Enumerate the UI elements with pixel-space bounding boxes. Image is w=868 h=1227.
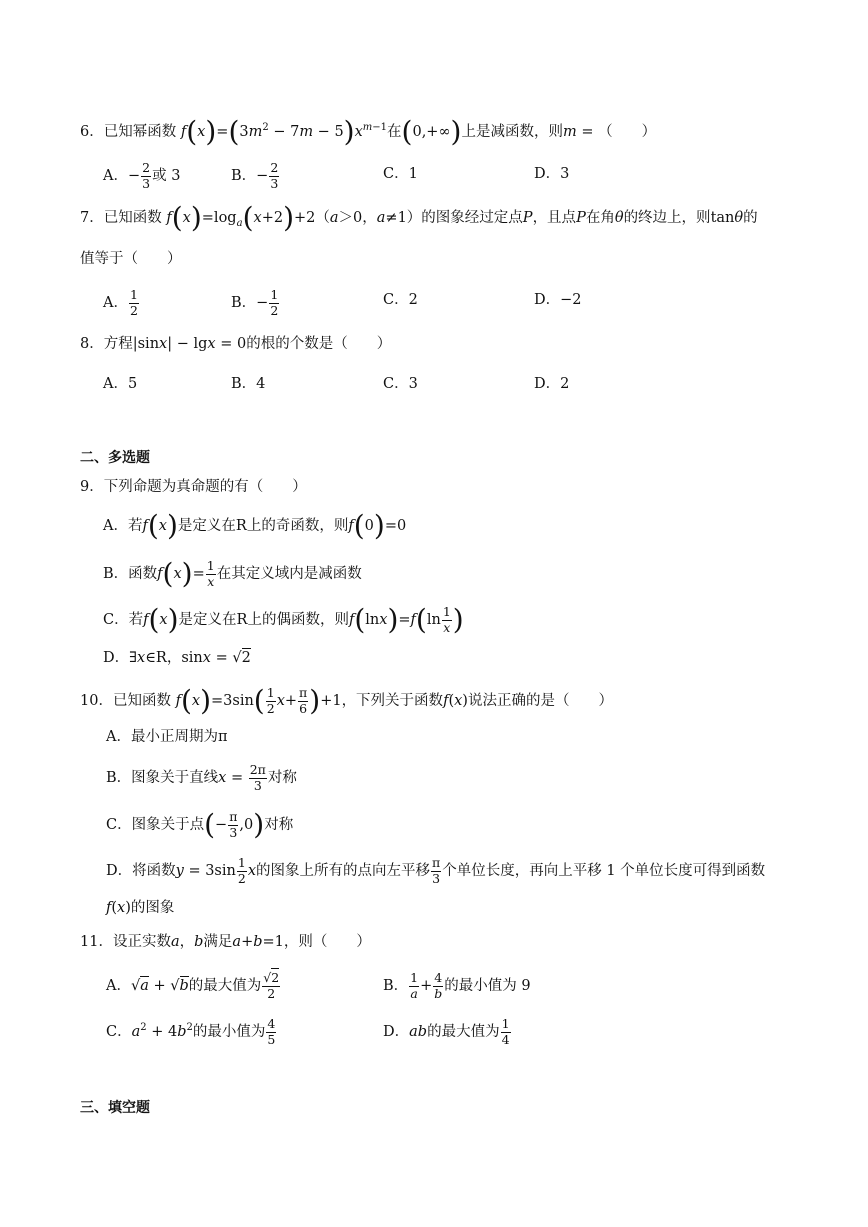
- q10-formula: f(x)=3sin( $\frac{1}{2}$ x+ $\frac{\pi}{6}$ )+1: [175, 684, 342, 717]
- q9-option-a: A．若f(x)是定义在R上的奇函数，则f(0)=0: [103, 509, 407, 542]
- q10-option-d: D．将函数y = 3sin $\frac{1}{2}$ x的图象上所有的点向左平移 $\frac{\pi}{3}$ 个单位长度，再向上平移 1 个单位长度可得到函数: [106, 855, 766, 886]
- q8-option-b: B．4: [231, 376, 266, 392]
- q8-option-c: C．3: [383, 376, 418, 392]
- q7-stem-line2: 值等于（ ）: [80, 251, 182, 267]
- q10-option-c: C．图象关于点(− $\frac{\pi}{3}$ ,0)对称: [106, 808, 294, 841]
- q6-number: 6．: [80, 123, 104, 140]
- q11-stem: 11．设正实数a，b满足a+b=1，则（ ）: [80, 934, 371, 950]
- q10-stem: 10．已知函数 f(x)=3sin( $\frac{1}{2}$ x+ $\frac{\pi}{6}$ )+1，下列关于函数f(x)说法正确的是（ ）: [80, 684, 613, 717]
- q6-interval: (0,+∞): [401, 114, 462, 148]
- q10-number: 10．: [80, 693, 113, 709]
- q10-option-a: A．最小正周期为π: [106, 729, 228, 745]
- q11-option-a: A．√a + √b的最大值为 $\frac{√2}{2}$: [106, 970, 280, 1001]
- q9-stem: 9．下列命题为真命题的有（ ）: [80, 479, 307, 495]
- q11-option-b: B． $\frac{1}{a}$ + $\frac{4}{b}$ 的最小值为 9: [383, 970, 531, 1001]
- q7-stem: 7．已知函数 $f(x)=\log_a(x+2)+2(a>0$，a≠1）的图象经过定点P，且点P在角θ的终边上，则tanθ的: [80, 201, 758, 234]
- q8-stem: 8．方程|sinx| − lgx = 0的根的个数是（ ）: [80, 336, 392, 352]
- q9-number: 9．: [80, 479, 104, 495]
- q11-number: 11．: [80, 934, 113, 950]
- q6-option-b: B．− $\frac{2}{3}$: [231, 160, 279, 191]
- q6-formula: $f(x)=(3m^2 - 7m - 5)x^{m-1}$: [180, 114, 388, 148]
- q9-option-b: B．函数f(x)= $\frac{1}{x}$ 在其定义域内是减函数: [103, 557, 362, 590]
- q8-number: 8．: [80, 336, 104, 352]
- q6-stem: 6．已知幂函数 $f(x)=(3m^2 - 7m - 5)x^{m-1}$在(0,+∞)上是减函数，则m = （ ）: [80, 114, 657, 148]
- q9-option-d: D．∃x∈R，sinx = √2: [103, 650, 251, 666]
- q7-option-d: D．−2: [534, 292, 582, 308]
- q9-option-c: C．若f(x)是定义在R上的偶函数，则f(lnx)=f(ln $\frac{1}{x}$ ): [103, 603, 464, 636]
- q7-number: 7．: [80, 210, 104, 226]
- q7-option-b: B．− $\frac{1}{2}$: [231, 287, 279, 318]
- q8-option-d: D．2: [534, 376, 570, 392]
- q7-formula: $f(x)=\log_a(x+2)+2$: [166, 201, 316, 234]
- q11-option-c: C．$a^2 + 4b^2$的最小值为 $\frac{4}{5}$: [106, 1016, 276, 1047]
- q6-option-c: C．1: [383, 166, 418, 182]
- q7-option-c: C．2: [383, 292, 418, 308]
- q8-formula: |sinx| − lgx = 0: [132, 336, 247, 352]
- q11-option-d: D．ab的最大值为 $\frac{1}{4}$: [383, 1016, 510, 1047]
- q10-option-b: B．图象关于直线x = $\frac{2\pi}{3}$ 对称: [106, 762, 297, 793]
- q10-option-d-line2: f(x)的图象: [106, 900, 175, 916]
- q6-option-a: A．− $\frac{2}{3}$ 或 3: [103, 160, 181, 191]
- q7-option-a: A． $\frac{1}{2}$: [103, 287, 138, 318]
- q8-option-a: A．5: [103, 376, 138, 392]
- section-fill-blank-title: 三、填空题: [80, 1100, 150, 1116]
- q6-option-d: D．3: [534, 166, 570, 182]
- section-multi-choice-title: 二、多选题: [80, 450, 150, 466]
